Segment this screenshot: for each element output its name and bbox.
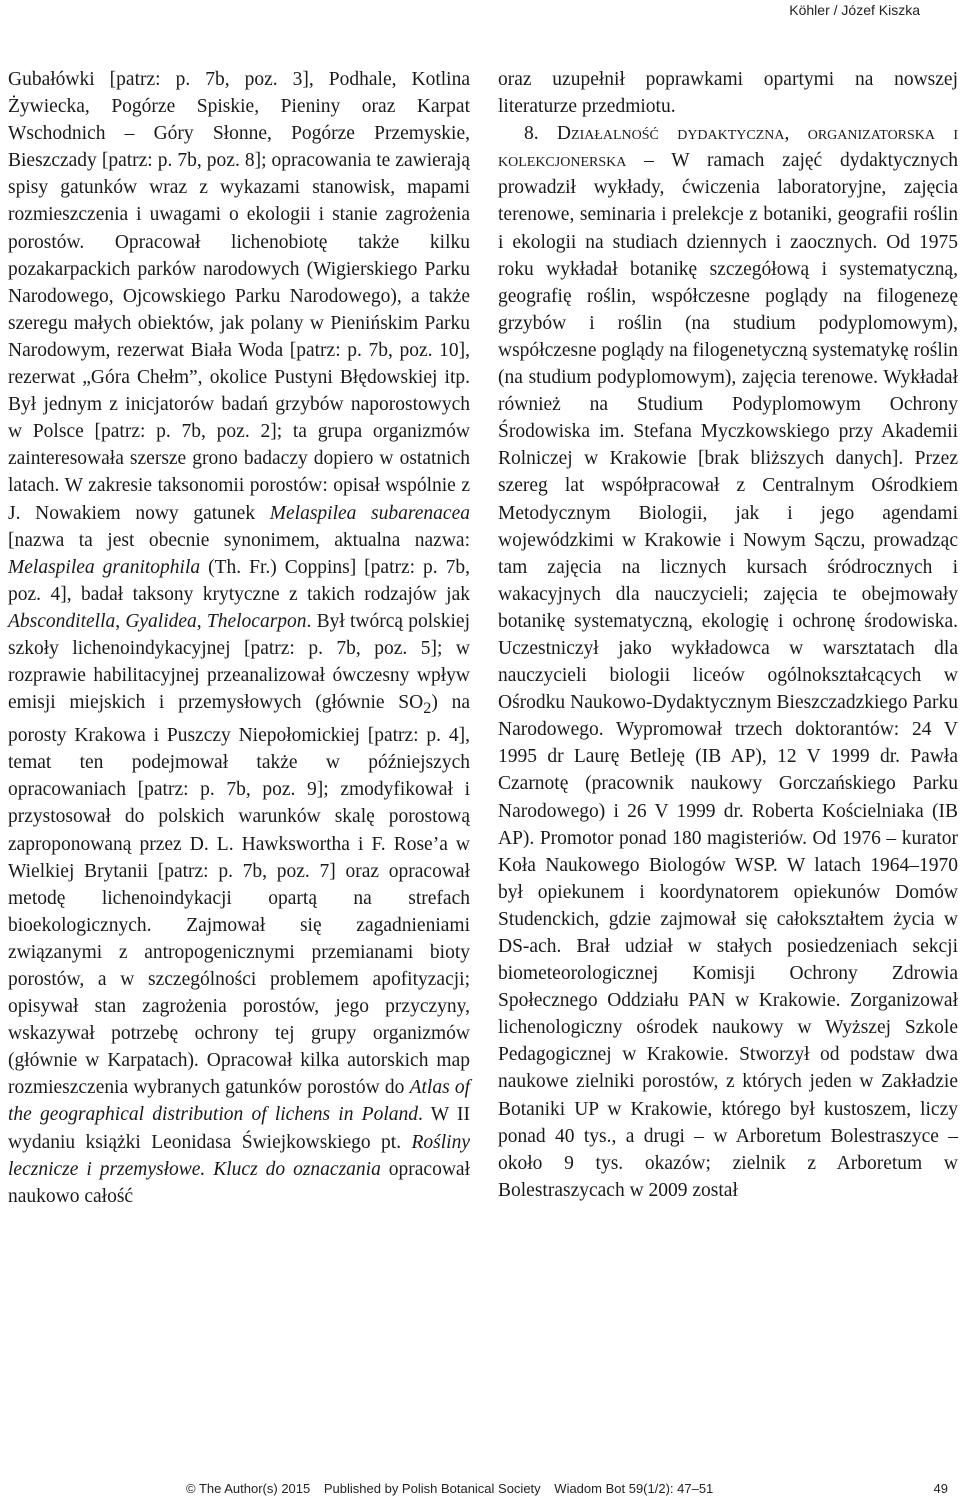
page-number: 49 — [933, 1481, 948, 1496]
text-run: . W II wydaniu książki Leonidasa Świejkowskiego pt. — [8, 1104, 470, 1153]
right-column — [498, 66, 958, 1204]
text-run: ) na porosty Krakowa i Puszczy Niepołomickiej [patrz: p. 4], temat ten podejmował także w późniejszych opracowaniach [patrz: p. 7b, poz. 9]; zmodyfikował i przystosował do polskich warunków skalę porostową zaproponowaną przez D. L. Hawksworthа i F. Rose’a w Wielkiej Brytanii [patrz: p. 7b, poz. 7] oraz opracował metodę lichenoindykacji opartą na strefach bioekologicznych. Zajmował się zagadnieniami związanymi z antropogenicznymi przemianami bioty porostów, a w szczególności problemem apofityzacji; opisywał stan zagrożenia porostów, jego przyczyny, wskazywał potrzebę ochrony tej grupy organizmów (głównie w Karpatach). Opracował kilka autorskich map rozmieszczenia wybranych gatunków porostów do — [8, 692, 470, 1099]
section-heading: 8. Działalność dydaktyczna, organizatorska i kolekcjonerska — [498, 123, 958, 172]
text-run: W ramach zajęć dydaktycznych prowadził wykłady, ćwiczenia laboratoryjne, zajęcia terenowe, seminaria i prelekcje z botaniki, geografii roślin i ekologii na studiach dziennych i zaocznych. Od 1975 roku wykładał botanikę szczegółową i systematyczną, geografię roślin, współczesne poglądy na filogenezę grzybów i roślin (na studium podyplomowym), współczesne poglądy na filogenetyczną systematykę roślin (na studium podyplomowym), zajęcia terenowe. Wykładał również na Studium Podyplomowym Ochrony Środowiska im. Stefana Myczkowskiego przy Akademii Rolniczej w Krakowie [brak bliższych danych]. Przez szereg lat współpracował z Centralnym Ośrodkiem Metodycznym Biologii, jak i jego agendami wojewódzkimi w Krakowie i Nowym Sączu, prowadząc tam zajęcia na licznych kursach śródrocznych i wakacyjnych dla nauczycieli; zajęcia te obejmowały botanikę systematyczną, ekologię i ochronę środowiska. Uczestniczył jako wykładowca w warsztatach dla nauczycieli biologii liceów ogólnokształcących w Ośrodku Naukowo-Dydaktycznym Bieszczadzkiego Parku Narodowego. Wypromował trzech doktorantów: 24 V 1995 dr Laurę Betleję (IB AP), 12 V 1999 dr. Pawła Czarnotę (pracownik naukowy Gorczańskiego Parku Narodowego) i 26 V 1999 dr. Roberta Kościelniaka (IB AP). Promotor ponad 180 magisteriów. Od 1976 – kurator Koła Naukowego Biologów WSP. W latach 1964–1970 był opiekunem i koordynatorem opiekunów Domów Studenckich, gdzie zajmował się całokształtem życia w DS-ach. Brał udział w stałych posiedzeniach sekcji biometeorologicznej Komisji Ochrony Zdrowia Społecznego Oddziału PAN w Krakowie. Zorganizował lichenologiczny ośrodek naukowy w Wyższej Szkole Pedagogicznej w Krakowie. Stworzył od podstaw dwa naukowe zielniki porostów, z których jeden w Zakładzie Botaniki UP w Krakowie, którego był kustoszem, liczy ponad 40 tys., a drugi – w Arboretum Bolestraszyce – około 9 tys. okazów; zielnik z Arboretum w Bolestraszycach w 2009 został — [498, 150, 958, 1201]
subscript: 2 — [423, 699, 432, 718]
citation: Wiadom Bot 59(1/2): 47–51 — [554, 1481, 714, 1496]
separator: , — [115, 610, 126, 632]
paragraph — [8, 66, 470, 1210]
running-head: Köhler / Józef Kiszka — [789, 2, 920, 18]
separator: , — [196, 610, 207, 632]
book-title: Rośliny lecznicze i przemysłowe. Klucz do oznaczania — [8, 1131, 470, 1180]
text-run: Gubałówki [patrz: p. 7b, poz. 3], Podhale, Kotlina Żywiecka, Pogórze Spiskie, Pieniny oraz Karpat Wschodnich – Góry Słonne, Pogórze Przemyskie, Bieszczady [patrz: p. 7b, poz. 8]; opracowania te zawierają spisy gatunków wraz z wykazami stanowisk, mapami rozmieszczenia i uwagami o ekologii i stanie zagrożenia porostów. Opracował lichenobiotę także kilku pozakarpackich parków narodowych (Wigierskiego Parku Narodowego, Ojcowskiego Parku Narodowego), a także szeregu małych obiektów, jak polany w Pienińskim Parku Narodowym, rezerwat Biała Woda [patrz: p. 7b, poz. 10], rezerwat „Góra Chełm”, okolice Pustyni Błędowskiej itp. Był jednym z inicjatorów badań grzybów naporostowych w Polsce [patrz: p. 7b, poz. 2]; ta grupa organizmów zainteresowała szersze grono badaczy dopiero w ostatnich latach. W zakresie taksonomii porostów: opisał wspólnie z J. Nowakiem nowy gatunek — [8, 69, 470, 524]
text-run: [nazwa ta jest obecnie synonimem, aktualna nazwa: — [8, 529, 470, 551]
publisher: Published by Polish Botanical Society — [323, 1481, 541, 1496]
copyright: © The Author(s) 2015 — [186, 1481, 311, 1496]
species-name: Melaspilea subarenacea — [269, 502, 470, 524]
left-column — [8, 66, 470, 1210]
text-run: . Był twórcą polskiej szkoły lichenoindykacyjnej [patrz: p. 7b, poz. 5]; w rozprawie habilitacyjnej przeanalizował ówczesny wpływ emisji miejskich i przemysłowych (głównie SO — [8, 610, 470, 714]
separator: – — [626, 150, 672, 172]
genus-name: Absconditella — [8, 610, 116, 632]
text-run: opracował naukowo całość — [8, 1158, 470, 1207]
atlas-title: Atlas of the geographical distribution of lichens in Poland — [8, 1077, 470, 1126]
paragraph: oraz uzupełnił poprawkami opartymi na nowszej literaturze przedmiotu. — [498, 69, 958, 118]
genus-name: Gyalidea — [125, 610, 197, 632]
page-footer — [186, 1481, 948, 1496]
genus-name: Thelocarpon — [206, 610, 307, 632]
paragraph — [498, 120, 958, 1204]
species-name: Melaspilea granitophila — [8, 556, 201, 578]
text-run: (Th. Fr.) Coppins] [patrz: p. 7b, poz. 4], badał taksony krytyczne z takich rodzajów jak — [8, 556, 470, 605]
